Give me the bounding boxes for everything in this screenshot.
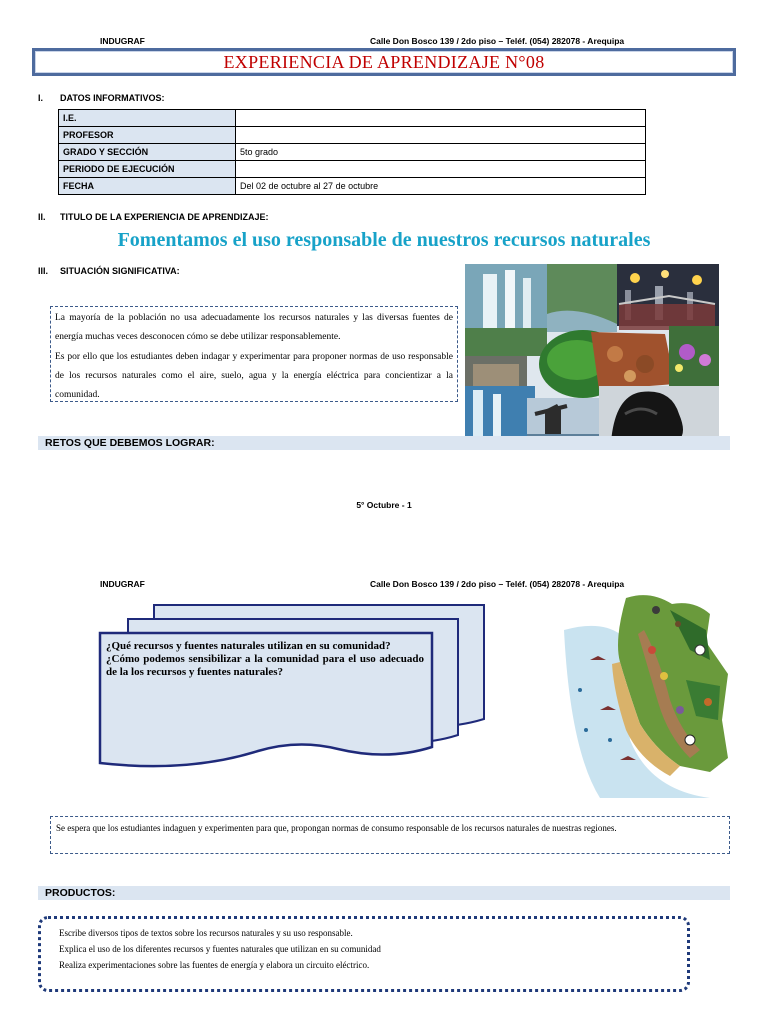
info-key: FECHA: [59, 178, 236, 195]
situation-box: [50, 306, 458, 402]
questions-text: [106, 640, 424, 679]
section-number: III.: [38, 266, 49, 276]
info-value: [236, 127, 646, 144]
productos-label: PRODUCTOS:: [45, 887, 116, 899]
table-row: [59, 127, 646, 144]
section-titulo: [38, 212, 269, 222]
info-key: I.E.: [59, 110, 236, 127]
retos-label: RETOS QUE DEBEMOS LOGRAR:: [45, 437, 215, 449]
info-key: GRADO Y SECCIÓN: [59, 144, 236, 161]
section-label: DATOS INFORMATIVOS:: [60, 93, 165, 103]
title-box: [32, 48, 736, 76]
product-item: Escribe diversos tipos de textos sobre los recursos naturales y su uso responsable.: [59, 928, 353, 938]
page-footer: 5° Octubre - 1: [356, 500, 412, 510]
peru-resources-map-image: [560, 590, 732, 800]
section-number: II.: [38, 212, 46, 222]
product-item: Explica el uso de los diferentes recursos y fuentes naturales que utilizan en su comunidad: [59, 944, 381, 954]
section-label: TITULO DE LA EXPERIENCIA DE APRENDIZAJE:: [60, 212, 269, 222]
table-row: [59, 161, 646, 178]
info-value: [236, 110, 646, 127]
info-table: [58, 109, 646, 195]
info-value: Del 02 de octubre al 27 de octubre: [236, 178, 646, 195]
header-company: INDUGRAF: [100, 36, 145, 46]
info-value: [236, 161, 646, 178]
products-box: [38, 916, 690, 992]
page-title: EXPERIENCIA DE APRENDIZAJE N°08: [223, 51, 545, 72]
section-label: SITUACIÓN SIGNIFICATIVA:: [60, 266, 180, 276]
info-value: 5to grado: [236, 144, 646, 161]
situation-paragraph: La mayoría de la población no usa adecuadamente los recursos naturales y las diversas fuentes de energía muchas veces desconocen cómo se debe utilizar responsablemente.: [55, 313, 453, 342]
expectation-text: Se espera que los estudiantes indaguen y experimenten para que, propongan normas de consumo responsable de los recursos naturales de nuestras regiones.: [56, 823, 617, 833]
section-situacion: [38, 266, 180, 276]
questions-document-stack: [98, 603, 488, 778]
productos-band: [38, 886, 730, 900]
table-row: [59, 110, 646, 127]
situation-paragraph: Es por ello que los estudiantes deben indagar y experimentar para proponer normas de uso responsable de los recursos naturales como el aire, suelo, agua y la energía eléctrica para concientizar a la comunidad.: [55, 352, 453, 400]
header-address: Calle Don Bosco 139 / 2do piso – Teléf. (054) 282078 - Arequipa: [370, 36, 625, 46]
section-datos: [38, 93, 165, 103]
section-number: I.: [38, 93, 44, 103]
experience-title: Fomentamos el uso responsable de nuestros recursos naturales: [117, 229, 651, 251]
natural-resources-collage-image: [465, 264, 719, 446]
header-company: INDUGRAF: [100, 579, 145, 589]
expectation-box: [50, 816, 730, 854]
info-key: PERIODO DE EJECUCIÓN: [59, 161, 236, 178]
product-item: Realiza experimentaciones sobre las fuentes de energía y elabora un circuito eléctrico.: [59, 960, 370, 970]
table-row: [59, 178, 646, 195]
info-key: PROFESOR: [59, 127, 236, 144]
header-address: Calle Don Bosco 139 / 2do piso – Teléf. (054) 282078 - Arequipa: [370, 579, 625, 589]
question-1: ¿Qué recursos y fuentes naturales utilizan en su comunidad?: [106, 640, 391, 652]
question-2: ¿Cómo podemos sensibilizar a la comunidad para el uso adecuado de la los recursos y fuentes naturales?: [106, 653, 424, 678]
table-row: [59, 144, 646, 161]
retos-band: [38, 436, 730, 450]
